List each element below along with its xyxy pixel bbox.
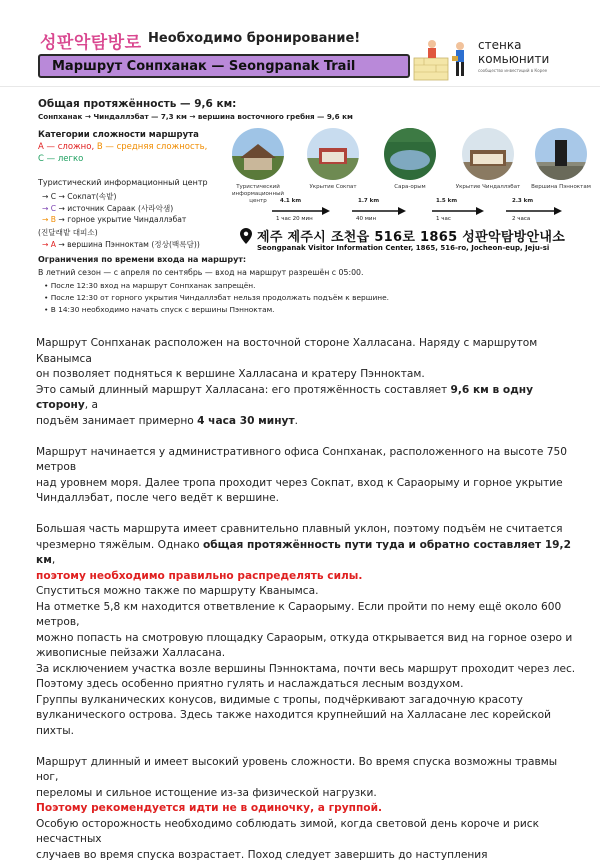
difficulty-c: С — легко [38,154,83,164]
restrictions-title: Ограничения по времени входа на маршрут: [38,255,246,264]
body-warning: Поэтому рекомендуется идти не в одиночку, а группой. [36,801,576,817]
route-b-text: → горное укрытие Чиндаллэбат [58,215,186,224]
brand-name-line1: стенка [478,38,521,52]
body-warning: поэтому необходимо правильно распределять силы. [36,569,576,585]
route-a [42,239,200,250]
stop-photo-summit [535,128,587,180]
body-text: . [295,415,298,427]
stop-label: Укрытие Сокпат [298,184,368,191]
segment-time: 1 час 20 мин [276,216,313,222]
body-line: Маршрут Сонпханак расположен на восточной стороне Халласана. Наряду с маршрутом Кванымса [36,336,576,367]
body-line [36,414,576,430]
korean-title: 성판악탐방로 [40,28,142,53]
segment-time: 2 часа [512,216,530,222]
body-line: можно попасть на смотровую площадку Сараорым, откуда открывается вид на горное озеро и [36,631,576,647]
body-line [36,383,576,414]
difficulty-title: Категории сложности маршрута [38,130,199,140]
body-text: чрезмерно тяжёлым. Однако [36,539,203,551]
route-c2 [42,203,173,214]
brand-illustration-icon [412,36,476,84]
location-pin-icon [240,228,252,244]
route-c1 [42,191,116,202]
body-line: переломы и сильное истощение из-за физической нагрузки. [36,786,576,802]
route-a-prefix: → А [42,240,56,249]
segment-distance: 1.5 km [436,198,457,204]
restrictions-intro: В летний сезон — с апреля по сентябрь — вход на маршрут разрешён с 05:00. [38,268,364,277]
difficulty-legend [38,142,207,152]
header-banner [0,0,600,92]
address-korean: 제주 제주시 조천읍 516로 1865 성판악탐방안내소 [257,226,565,245]
restriction-2-text: После 12:30 от горного укрытия Чиндаллэбат нельзя продолжать подъём к вершине. [51,293,389,302]
stop-label: Укрытие Чиндаллэбат [453,184,523,191]
length-title: Общая протяжённость — 9,6 км: [38,98,236,110]
route-arrows-icon [270,206,570,216]
body-line: За исключением участка возле вершины Пэнноктама, почти весь маршрут проходит через лес. [36,662,576,678]
segment-distance: 2.3 km [512,198,533,204]
body-line: вулканического острова. Здесь также находится крупнейший на Халласане лес корейской пихты. [36,708,576,739]
body-text: , [52,554,55,566]
route-c2-prefix: → С [42,204,56,213]
route-a-text: → вершина Пэнноктам (정상(백록담)) [58,240,199,249]
brand-tagline: сообщество инвестиций в Корее [478,68,547,73]
body-line: случаев во время спуска возрастает. Поход следует завершить до наступления [36,848,576,863]
stop-photo-center [232,128,284,180]
segment-distance: 1.7 km [358,198,379,204]
stop-label: Туристический информационный центр [223,184,293,205]
body-line: Группы вулканических конусов, видимые с тропы, подчёркивают загадочную красоту [36,693,576,709]
restriction-1-text: После 12:30 вход на маршрут Сонпханак запрещён. [51,281,256,290]
stop-photo-saraorum [384,128,436,180]
body-emphasis: 4 часа 30 минут [197,415,294,427]
restriction-3-text: В 14:30 необходимо начать спуск с вершины Пэнноктам. [51,305,275,314]
body-line: Особую осторожность необходимо соблюдать зимой, когда световой день короче и риск несчастных [36,817,576,848]
stop-photo-jindallaebat [462,128,514,180]
stop-label: Сара-орым [375,184,445,191]
length-detail: Сонпханак → Чиндаллэбат — 7,3 км → вершина восточного гребня — 9,6 км [38,112,353,121]
body-line: Спуститься можно также по маршруту Кванымса. [36,584,576,600]
segment-distance: 4.1 km [280,198,301,204]
body-line [36,538,576,569]
body-line: Маршрут начинается у административного офиса Сонпханак, расположенного на высоте 750 метров [36,445,576,476]
difficulty-b: В — средняя сложность, [97,142,207,152]
body-emphasis: общая протяжённость пути туда и обратно составляет 19,2 км [36,539,571,567]
route-b [42,215,186,224]
route-c1-text: → С → Сокпат(속밭) [42,192,116,201]
difficulty-a: А — сложно, [38,142,94,152]
body-text: , а [85,399,98,411]
body-line: Чиндаллэбат, после чего ведёт к вершине. [36,491,576,507]
brand-name-line2: комьюнити [478,52,549,66]
body-emphasis: 9,6 км в одну сторону [36,384,533,412]
center-title: Туристический информационный центр [38,178,208,187]
restriction-item: • После 12:30 вход на маршрут Сонпханак запрещён. [44,281,255,290]
body-text: Это самый длинный маршрут Халласана: его протяжённость составляет [36,384,451,396]
segment-time: 1 час [436,216,451,222]
body-line: На отметке 5,8 км находится ответвление к Сараорыму. Если пройти по нему ещё около 600 метров, [36,600,576,631]
body-line: Большая часть маршрута имеет сравнительно плавный уклон, поэтому подъём не считается [36,522,576,538]
route-b-korean: (진달래밭 대피소) [38,227,98,238]
body-line: над уровнем моря. Далее тропа проходит через Сокпат, вход к Сараорыму и горное укрытие [36,476,576,492]
stop-photo-sokpat [307,128,359,180]
route-stops-strip [230,128,586,228]
header-divider [0,86,600,87]
body-text: подъём занимает примерно [36,415,197,427]
body-line: Маршрут длинный и имеет высокий уровень сложности. Во время спуска возможны травмы ног, [36,755,576,786]
route-b-prefix: → В [42,215,56,224]
body-line: живописные пейзажи Халласана. [36,646,576,662]
segment-time: 40 мин [356,216,376,222]
route-title: Маршрут Сонпханак — Seongpanak Trail [52,59,355,74]
stop-label: Вершина Пэнноктам [526,184,596,191]
restriction-item: • После 12:30 от горного укрытия Чиндаллэбат нельзя продолжать подъём к вершине. [44,293,389,302]
article-body [36,336,576,863]
route-info-card [32,92,580,324]
route-title-bar [38,54,410,78]
body-line: Поэтому здесь особенно приятно гулять и наслаждаться лесным воздухом. [36,677,576,693]
body-line: он позволяет подняться к вершине Халласана и кратеру Пэнноктам. [36,367,576,383]
restriction-item: • В 14:30 необходимо начать спуск с вершины Пэнноктам. [44,305,275,314]
route-c2-text: → источник Сараак (사라악샘) [59,204,174,213]
booking-note: Необходимо бронирование! [148,31,360,46]
address-english: Seongpanak Visitor Information Center, 1865, 516-ro, Jocheon-eup, Jeju-si [257,244,549,252]
